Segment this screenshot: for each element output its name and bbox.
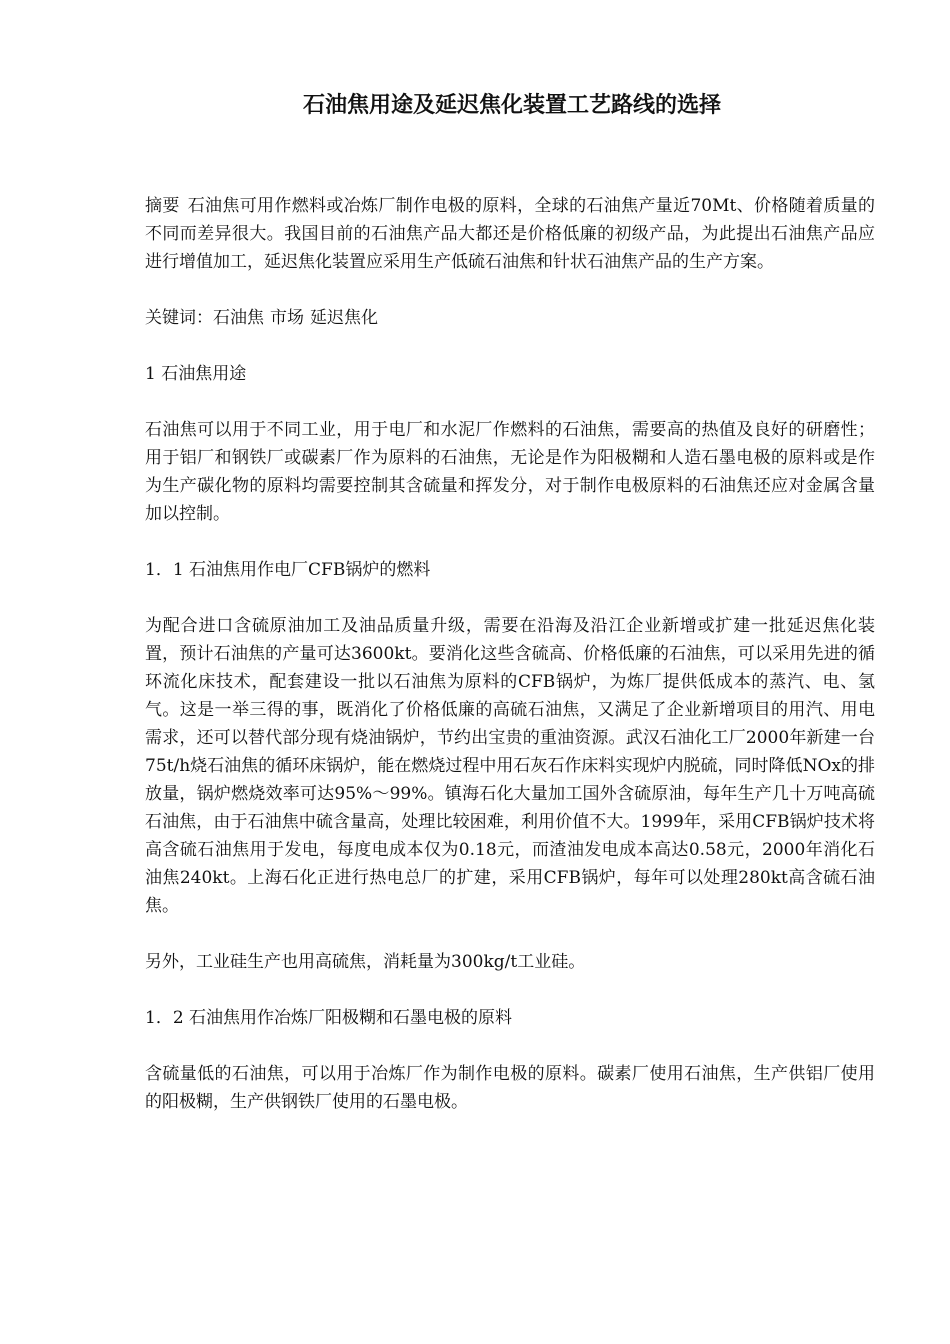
abstract-text: 石油焦可用作燃料或冶炼厂制作电极的原料，全球的石油焦产量近70Mt、价格随着质量的不同而差异很大。我国目前的石油焦产品大都还是价格低廉的初级产品，为此提出石油焦产品应进行增值加工，延迟焦化装置应采用生产低硫石油焦和针状石油焦产品的生产方案。 — [145, 196, 876, 272]
keyword-item: 延迟焦化 — [310, 308, 378, 328]
section-heading: 1．1 石油焦用作电厂CFB锅炉的燃料 — [145, 560, 431, 580]
document-page — [145, 88, 875, 1144]
section-heading: 1．2 石油焦用作冶炼厂阳极糊和石墨电极的原料 — [145, 1008, 513, 1028]
section-paragraph: 另外，工业硅生产也用高硫焦，消耗量为300kg/t工业硅。 — [145, 952, 586, 972]
keywords-line — [145, 304, 875, 332]
abstract-paragraph — [145, 192, 875, 276]
abstract-label: 摘要 — [145, 196, 180, 216]
section-heading: 1 石油焦用途 — [145, 364, 247, 384]
keywords-label: 关键词： — [145, 308, 213, 328]
section-paragraph: 含硫量低的石油焦，可以用于冶炼厂作为制作电极的原料。碳素厂使用石油焦，生产供铝厂使用的阳极糊，生产供钢铁厂使用的石墨电极。 — [145, 1064, 875, 1112]
keyword-item: 石油焦 — [213, 308, 264, 328]
section-paragraph: 为配合进口含硫原油加工及油品质量升级，需要在沿海及沿江企业新增或扩建一批延迟焦化装置，预计石油焦的产量可达3600kt。要消化这些含硫高、价格低廉的石油焦，可以采用先进的循环流化床技术，配套建设一批以石油焦为原料的CFB锅炉，为炼厂提供低成本的蒸汽、电、氢气。这是一举三得的事，既消化了价格低廉的高硫石油焦，又满足了企业新增项目的用汽、用电需求，还可以替代部分现有烧油锅炉，节约出宝贵的重油资源。武汉石油化工厂2000年新建一台75t/h烧石油焦的循环床锅炉，能在燃烧过程中用石灰石作床料实现炉内脱硫，同时降低NOx的排放量，锅炉燃烧效率可达95%～99%。镇海石化大量加工国外含硫原油，每年生产几十万吨高硫石油焦，由于石油焦中硫含量高，处理比较困难，利用价值不大。1999年，采用CFB锅炉技术将高含硫石油焦用于发电，每度电成本仅为0.18元，而渣油发电成本高达0.58元，2000年消化石油焦240kt。上海石化正进行热电总厂的扩建，采用CFB锅炉，每年可以处理280kt高含硫石油焦。 — [145, 616, 875, 916]
section-paragraph: 石油焦可以用于不同工业，用于电厂和水泥厂作燃料的石油焦，需要高的热值及良好的研磨性；用于铝厂和钢铁厂或碳素厂作为原料的石油焦，无论是作为阳极糊和人造石墨电极的原料或是作为生产碳化物的原料均需要控制其含硫量和挥发分，对于制作电极原料的石油焦还应对金属含量加以控制。 — [145, 420, 875, 524]
document-title: 石油焦用途及延迟焦化装置工艺路线的选择 — [302, 92, 721, 118]
keyword-item: 市场 — [270, 308, 304, 328]
